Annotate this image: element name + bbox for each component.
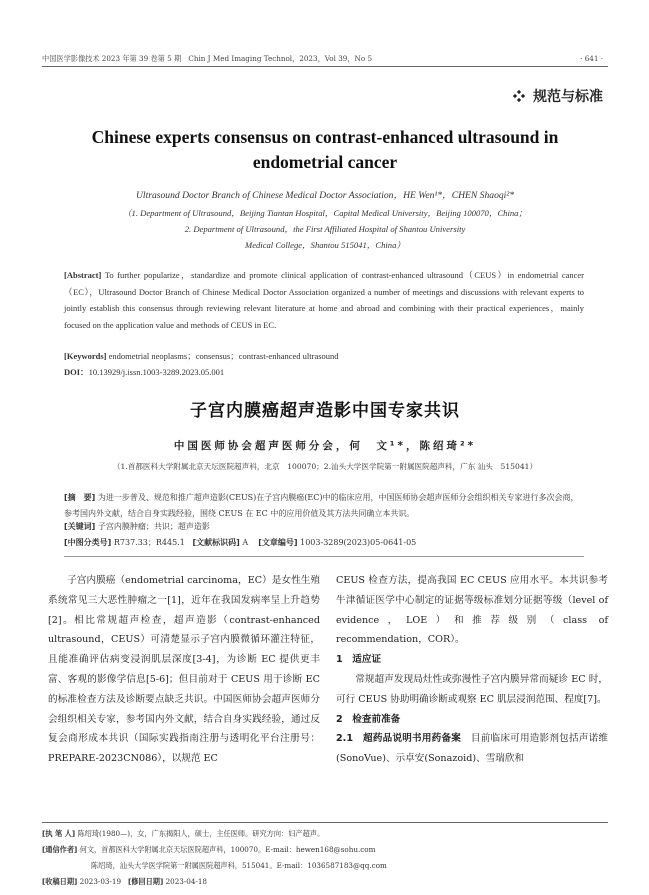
keywords-zh-label: [关键词] (64, 522, 96, 531)
doc-code-label: [文献标识码] (192, 538, 240, 547)
subsection-text: 目前临床可用造影剂包括声诺维(SonoVue)、示卓安(Sonazoid)、雪瑞欣和 (336, 733, 608, 765)
affiliations-en (42, 205, 608, 253)
affiliations-zh: （1.首都医科大学附属北京天坛医院超声科，北京 100070；2.汕头大学医学院第一附属医院超声科，广东 汕头 515041） (112, 462, 538, 471)
authors-zh: 中国医师协会超声医师分会，何 文¹*，陈绍琦²* (173, 440, 477, 452)
affiliation-en-line: 2. Department of Ultrasound，the First Affiliated Hospital of Shantou University (184, 224, 466, 234)
body-right-column (336, 571, 608, 769)
keywords-zh (64, 521, 210, 532)
subsection-paragraph (336, 729, 608, 769)
keywords-en-label: [Keywords] (64, 351, 107, 361)
body-paragraph: 常规超声发现局灶性或弥漫性子宫内膜异常而疑诊 EC 时，可行 CEUS 协助明确诊断或观察 EC 肌层浸润范围、程度[7]。 (336, 673, 608, 705)
footnote-corr-text: 何文，首都医科大学附属北京天坛医院超声科，100070。E-mail：hewen168@sohu.com (79, 845, 376, 854)
title-en: Chinese experts consensus on contrast-enhanced ultrasound in endometrial cancer (91, 127, 559, 172)
abstract-zh (64, 490, 584, 521)
section-heading: 1 适应证 (336, 654, 382, 666)
footnote-dates (42, 877, 608, 887)
doi-label: DOI： (64, 367, 89, 377)
received-date: 2023-03-19 (79, 877, 122, 886)
section-heading: 2 检查前准备 (336, 713, 401, 725)
section-label (513, 86, 603, 106)
affiliation-en-line: Medical College，Shantou 515041，China） (245, 240, 405, 250)
footnote-corr-label: [通信作者] (42, 845, 78, 854)
footnote-correspondence (42, 845, 608, 855)
footnote-author-label: [执 笔 人] (42, 829, 76, 838)
four-diamond-star-icon (513, 89, 530, 105)
abstract-zh-text: 为进一步普及、规范和推广超声造影(CEUS)在子宫内膜癌(EC)中的临床应用，中国医师协会超声医师分会组织相关专家进行多次会商，参考国内外文献，结合自身实践经验，围绕 CEUS 在 EC 中的应用价值及其方法共同确立本共识。 (64, 493, 579, 518)
footnote-author-text: 陈绍琦(1980—)，女，广东揭阳人，硕士，主任医师。研究方向：妇产超声。 (77, 829, 325, 838)
authors-en: Ultrasound Doctor Branch of Chinese Medical Doctor Association，HE Wen¹*，CHEN Shaoqi²* (135, 190, 515, 201)
body-paragraph: 子宫内膜癌（endometrial carcinoma，EC）是女性生殖系统常见三大恶性肿瘤之一[1]，近年在我国发病率呈上升趋势[2]。相比常规超声检查，超声造影（contrast-enhanced ultrasound，CEUS）可清楚显示子宫内膜微循环灌注特征，且能准确评估病变浸润肌层深度[3-4]，为诊断 EC 提供更丰富、客观的影像学信息[5-6]；但目前对于 CEUS 用于诊断 EC 的标准检查方法及诊断要点缺乏共识。中国医师协会超声医师分会组织相关专家，参考国内外文献，结合自身实践经验，通过反复会商形成本共识（国际实践指南注册与透明化平台注册号：PREPARE-2023CN086），以规范 EC (48, 575, 320, 765)
subsection-heading: 2.1 超药品说明书用药备案 (336, 733, 462, 745)
affiliation-en-line: （1. Department of Ultrasound，Beijing Tiantan Hospital，Capital Medical University，Beijing 100070，China； (122, 208, 528, 218)
journal-header: 中国医学影像技术 2023 年第 39 卷第 5 期 Chin J Med Imaging Technol，2023，Vol 39，No 5 (42, 54, 373, 63)
section-label-text: 规范与标准 (533, 89, 603, 105)
footnote-author (42, 829, 608, 839)
keywords-en (64, 350, 339, 362)
revised-date: 2023-04-18 (165, 877, 208, 886)
header-rule (42, 66, 608, 67)
article-number-label: [文章编号] (258, 538, 298, 547)
footnote-correspondence-2: 陈绍琦，汕头大学医学院第一附属医院超声科，515041。E-mail：1036587183@qq.com (91, 861, 387, 870)
body-left-column (48, 571, 320, 769)
revised-label: [修回日期] (127, 877, 164, 886)
abstract-en-text: To further popularize，standardize and promote clinical application of contrast-enhanced ultrasound（CEUS）in endometrial cancer（EC），Ultrasound Doctor Branch of Chinese Medical Doctor Association organized a number of meetings and discussions with relevant experts to jointly establish this consensus through reviewing relevant literature at home and abroad and combining with their practical experiences，mainly focused on the application value and methods of CEUS in EC. (64, 270, 584, 330)
keywords-en-text: endometrial neoplasms；consensus；contrast-enhanced ultrasound (108, 351, 339, 361)
article-number-value: 1003-3289(2023)05-0641-05 (300, 538, 417, 547)
title-zh: 子宫内膜癌超声造影中国专家共识 (190, 401, 460, 421)
clc-label: [中图分类号] (64, 538, 112, 547)
body-paragraph: CEUS 检查方法，提高我国 EC CEUS 应用水平。本共识参考牛津循证医学中心制定的证据等级标准划分证据等级（level of evidence，LOE）和推荐级别（class of recommendation，COR）。 (336, 575, 608, 646)
abstract-zh-label: [摘 要] (64, 493, 96, 502)
abstract-rule (64, 556, 584, 557)
clc-value: R737.33；R445.1 (113, 538, 185, 547)
abstract-en-label: [Abstract] (64, 270, 102, 280)
footnote-rule (42, 822, 608, 823)
doi (64, 366, 224, 378)
received-label: [收稿日期] (42, 877, 78, 886)
keywords-zh-text: 子宫内膜肿瘤；共识；超声造影 (97, 522, 210, 531)
abstract-en (64, 267, 584, 333)
doi-text: 10.13929/j.issn.1003-3289.2023.05.001 (88, 367, 225, 377)
page-number: · 641 · (580, 54, 603, 63)
doc-code-value: A (242, 538, 249, 547)
classification-line (64, 537, 416, 548)
